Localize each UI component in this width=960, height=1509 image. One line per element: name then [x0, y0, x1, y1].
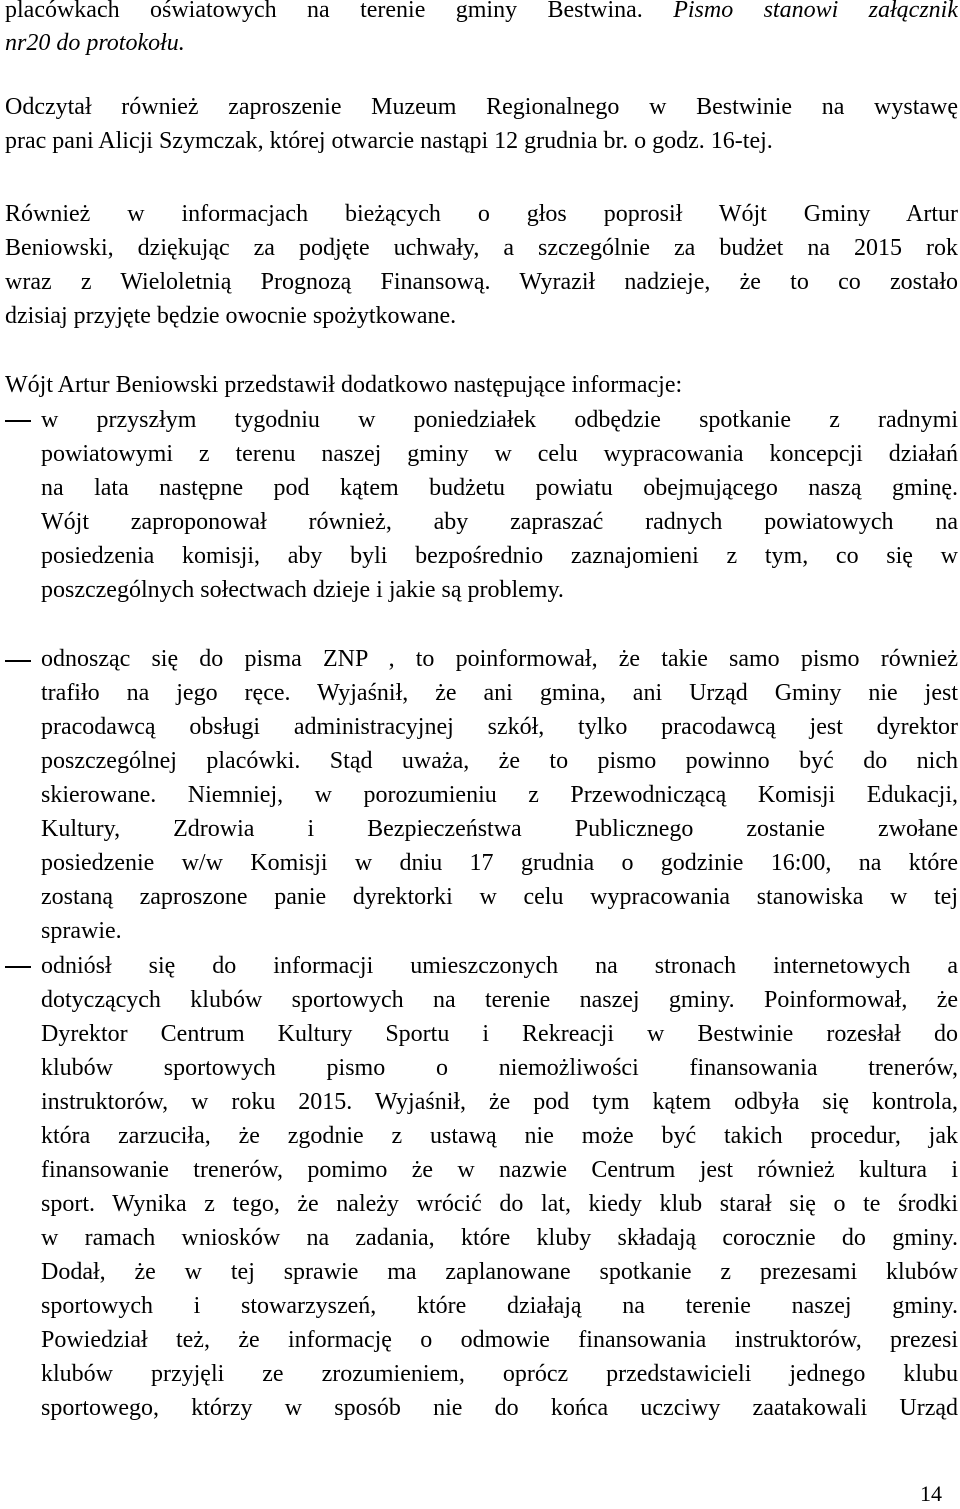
list-item-line: sportowych i stowarzyszeń, które działają na terenie naszej gminy. — [41, 1293, 958, 1319]
list-item-line: zostaną zaproszone panie dyrektorki w celu wypracowania stanowiska w tej — [41, 884, 958, 910]
list-item-line: dotyczących klubów sportowych na terenie naszej gminy. Poinformował, że — [41, 987, 958, 1013]
page-number: 14 — [920, 1481, 942, 1506]
text-segment: placówkach oświatowych na terenie gminy Bestwina. — [5, 0, 674, 23]
list-item-line: na lata następne pod kątem budżetu powiatu obejmującego naszą gminę. — [41, 475, 958, 501]
list-item-line: skierowane. Niemniej, w porozumieniu z Przewodniczącą Komisji Edukacji, — [41, 782, 958, 808]
text-line: Wójt Artur Beniowski przedstawił dodatkowo następujące informacje: — [5, 372, 683, 398]
list-item-line: Dyrektor Centrum Kultury Sportu i Rekreacji w Bestwinie rozesłał do — [41, 1021, 958, 1047]
list-item-line: instruktorów, w roku 2015. Wyjaśnił, że pod tym kątem odbyła się kontrola, — [41, 1089, 958, 1115]
text-line: Odczytał również zaproszenie Muzeum Regionalnego w Bestwinie na wystawę — [5, 94, 958, 120]
list-item-line: posiedzenia komisji, aby byli bezpośrednio zaznajomieni z tym, co się w — [41, 543, 958, 569]
text-line: dzisiaj przyjęte będzie owocnie spożytkowane. — [5, 303, 457, 329]
list-dash — [5, 966, 31, 968]
text-line: wraz z Wieloletnią Prognozą Finansową. Wyraził nadzieje, że to co zostało — [5, 269, 958, 295]
list-item-line: poszczególnych sołectwach dzieje i jakie są problemy. — [41, 577, 564, 603]
list-item-line: sprawie. — [41, 918, 122, 944]
list-dash — [5, 420, 31, 422]
text-line — [5, 27, 958, 59]
list-item-line: finansowanie trenerów, pomimo że w nazwie Centrum jest również kultura i — [41, 1157, 958, 1183]
list-item-line: poszczególnej placówki. Stąd uważa, że to pismo powinno być do nich — [41, 748, 958, 774]
list-item-line: Kultury, Zdrowia i Bezpieczeństwa Publicznego zostanie zwołane — [41, 816, 958, 842]
list-item-line: pracodawcą obsługi administracyjnej szkół, tylko pracodawcą jest dyrektor — [41, 714, 958, 740]
text-line: Beniowski, dziękując za podjęte uchwały, a szczególnie za budżet na 2015 rok — [5, 235, 958, 261]
list-item-line: Dodał, że w tej sprawie ma zaplanowane spotkanie z prezesami klubów — [41, 1259, 958, 1285]
italic-text-segment: Pismo stanowi załącznik — [673, 0, 958, 23]
list-item-line: odnosząc się do pisma ZNP , to poinformował, że takie samo pismo również — [41, 646, 958, 672]
list-item-line: klubów sportowych pismo o niemożliwości finansowania trenerów, — [41, 1055, 958, 1081]
text-line: Również w informacjach bieżących o głos poprosił Wójt Gminy Artur — [5, 201, 958, 227]
list-item-line: powiatowymi z terenu naszej gminy w celu wypracowania koncepcji działań — [41, 441, 958, 467]
list-dash — [5, 660, 31, 662]
list-item-line: w przyszłym tygodniu w poniedziałek odbędzie spotkanie z radnymi — [41, 407, 958, 433]
list-item-line: Powiedział też, że informację o odmowie finansowania instruktorów, prezesi — [41, 1327, 958, 1353]
list-item-line: odniósł się do informacji umieszczonych na stronach internetowych a — [41, 953, 958, 979]
italic-text-segment: nr20 do protokołu. — [5, 30, 185, 56]
list-item-line: klubów przyjęli ze zrozumieniem, oprócz przedstawicieli jednego klubu — [41, 1361, 958, 1387]
list-item-line: sportowego, którzy w sposób nie do końca uczciwy zaatakowali Urząd — [41, 1395, 958, 1421]
list-item-line: trafiło na jego ręce. Wyjaśnił, że ani gmina, ani Urząd Gminy nie jest — [41, 680, 958, 706]
list-item-line: Wójt zaproponował również, aby zapraszać radnych powiatowych na — [41, 509, 958, 535]
text-line: prac pani Alicji Szymczak, której otwarcie nastąpi 12 grudnia br. o godz. 16-tej. — [5, 128, 773, 154]
text-line — [5, 0, 958, 26]
list-item-line: sport. Wynika z tego, że należy wrócić do lat, kiedy klub starał się o te środki — [41, 1191, 958, 1217]
list-item-line: która zarzuciła, że zgodnie z ustawą nie może być takich procedur, jak — [41, 1123, 958, 1149]
list-item-line: posiedzenie w/w Komisji w dniu 17 grudnia o godzinie 16:00, na które — [41, 850, 958, 876]
list-item-line: w ramach wniosków na zadania, które kluby składają corocznie do gminy. — [41, 1225, 958, 1251]
